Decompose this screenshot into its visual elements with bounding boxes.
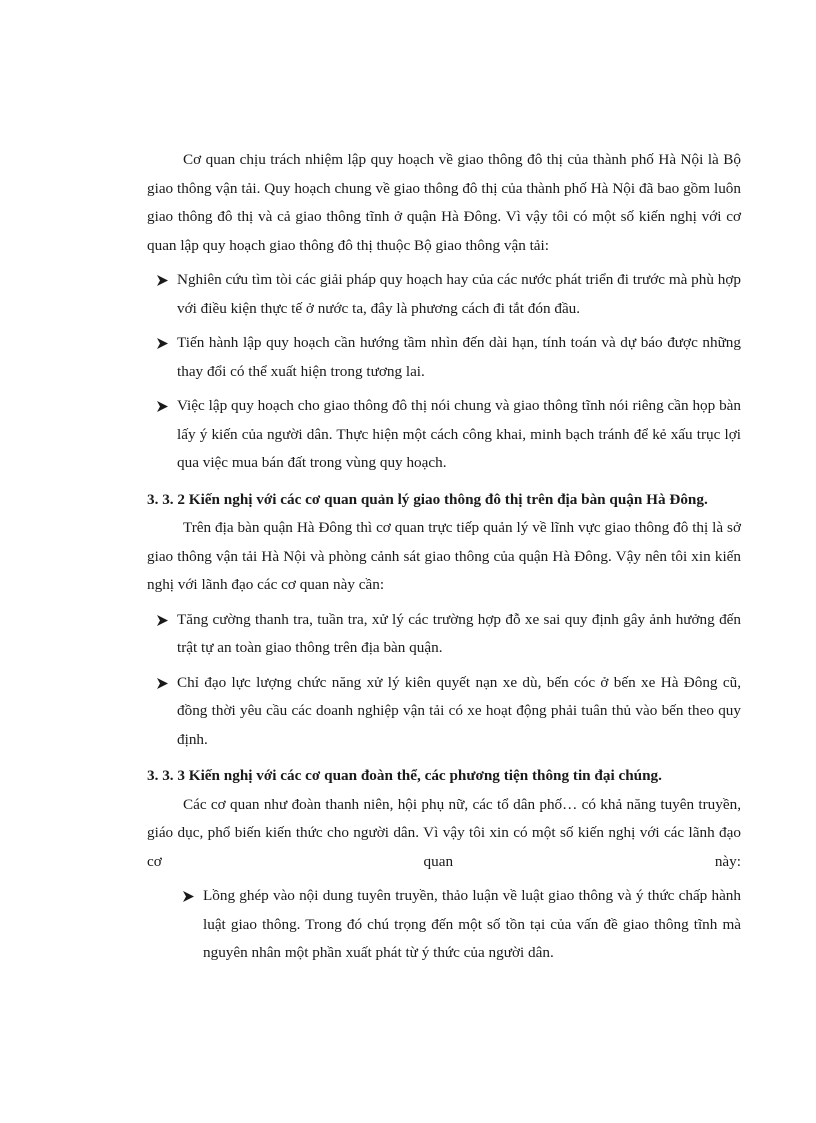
arrow-bullet-icon [157, 392, 171, 420]
list-item [173, 882, 741, 968]
list-item-text: Tăng cường thanh tra, tuần tra, xử lý các trường hợp đỗ xe sai quy định gây ảnh hưởng đến trật tự an toàn giao thông trên địa bàn quận. [177, 610, 741, 656]
section-333-paragraph: Các cơ quan như đoàn thanh niên, hội phụ nữ, các tổ dân phố… có khả năng tuyên truyền, giáo dục, phổ biến kiến thức cho người dân. Vì vậy tôi xin có một số kiến nghị với các lãnh đạo cơ quan này: [147, 795, 741, 870]
arrow-bullet-icon [157, 329, 171, 357]
intro-paragraph: Cơ quan chịu trách nhiệm lập quy hoạch về giao thông đô thị của thành phố Hà Nội là Bộ giao thông vận tải. Quy hoạch chung về giao thông đô thị của thành phố Hà Nội đã bao gồm luôn giao thông đô thị và cả giao thông tĩnh ở quận Hà Đông. Vì vậy tôi có một số kiến nghị với cơ quan lập quy hoạch giao thông đô thị thuộc Bộ giao thông vận tải: [147, 151, 741, 254]
list-item-text: Việc lập quy hoạch cho giao thông đô thị nói chung và giao thông tĩnh nói riêng cần họp bàn lấy ý kiến của người dân. Thực hiện một cách công khai, minh bạch tránh để kẻ xấu trục lợi qua việc mua bán đất trong vùng quy hoạch. [177, 397, 741, 471]
list-item [147, 329, 741, 386]
list-item-text: Chỉ đạo lực lượng chức năng xử lý kiên quyết nạn xe dù, bến cóc ở bến xe Hà Đông cũ, đồng thời yêu cầu các doanh nghiệp vận tải có xe hoạt động phải tuân thủ vào bến theo quy định. [177, 673, 741, 748]
list-item [147, 392, 741, 478]
list-item-text: Tiến hành lập quy hoạch cần hướng tầm nhìn đến dài hạn, tính toán và dự báo được những thay đổi có thể xuất hiện trong tương lai. [177, 334, 741, 380]
arrow-bullet-icon [157, 606, 171, 634]
arrow-bullet-icon [157, 266, 171, 294]
list-item-text: Lồng ghép vào nội dung tuyên truyền, thảo luận về luật giao thông và ý thức chấp hành luật giao thông. Trong đó chú trọng đến một số tồn tại của vấn đề giao thông tĩnh mà nguyên nhân một phần xuất phát từ ý thức của người dân. [203, 887, 741, 961]
list-item [147, 266, 741, 323]
arrow-bullet-icon [157, 669, 171, 697]
arrow-bullet-icon [183, 882, 197, 910]
section-heading-333: 3. 3. 3 Kiến nghị với các cơ quan đoàn thể, các phương tiện thông tin đại chúng. [147, 767, 662, 784]
section-332-paragraph: Trên địa bàn quận Hà Đông thì cơ quan trực tiếp quản lý về lĩnh vực giao thông đô thị là sở giao thông vận tải Hà Nội và phòng cảnh sát giao thông của quận Hà Đông. Vậy nên tôi xin kiến nghị với lãnh đạo các cơ quan này cần: [147, 519, 741, 593]
list-item-text: Nghiên cứu tìm tòi các giải pháp quy hoạch hay của các nước phát triển đi trước mà phù hợp với điều kiện thực tế ở nước ta, đây là phương cách đi tắt đón đầu. [177, 271, 741, 317]
document-page [147, 146, 741, 968]
section-heading-332: 3. 3. 2 Kiến nghị với các cơ quan quản lý giao thông đô thị trên địa bàn quận Hà Đông. [147, 490, 708, 508]
list-item [147, 669, 741, 755]
list-item [147, 606, 741, 663]
